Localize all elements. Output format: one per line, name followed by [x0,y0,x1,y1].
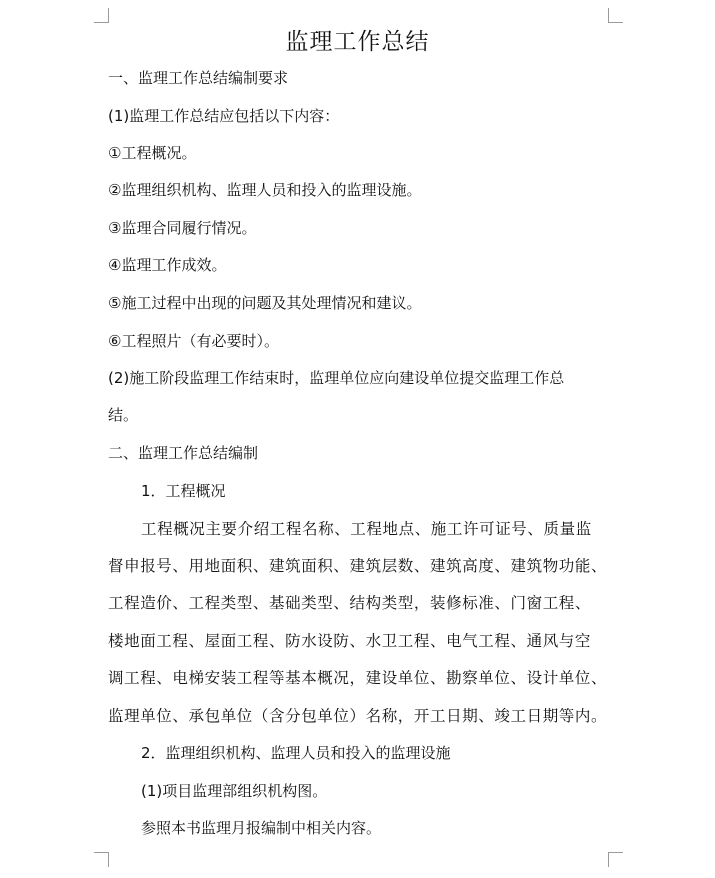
paragraph-line-6: 监理单位、承包单位（含分包单位）名称，开工日期、竣工日期等内。 [108,707,608,725]
paragraph-line-2: 督申报号、用地面积、建筑面积、建筑层数、建筑高度、建筑物功能、 [108,557,608,575]
section-1-heading: 一、监理工作总结编制要求 [108,69,289,87]
content-item-5: ⑤施工过程中出现的问题及其处理情况和建议。 [108,294,422,312]
content-item-1: ①工程概况。 [108,144,197,162]
paragraph-line-5: 调工程、电梯安装工程等基本概况，建设单位、勘察单位、设计单位、 [108,669,608,687]
content-item-4: ④监理工作成效。 [108,256,227,274]
section-1-item-2-line-1: (2)施工阶段监理工作结束时，监理单位应向建设单位提交监理工作总 [108,369,565,387]
paragraph-line-4: 楼地面工程、屋面工程、防水设防、水卫工程、电气工程、通风与空 [108,632,592,650]
subsection-2-heading: 2．监理组织机构、监理人员和投入的监理设施 [141,744,451,762]
subsection-2-item-1: (1)项目监理部组织机构图。 [141,782,328,800]
content-item-3: ③监理合同履行情况。 [108,219,257,237]
paragraph-line-3: 工程造价、工程类型、基础类型、结构类型，装修标准、门窗工程、 [108,594,592,612]
subsection-1-heading: 1．工程概况 [141,482,226,500]
crop-mark-bottom-right [608,852,623,867]
crop-mark-bottom-left [94,852,109,867]
crop-mark-top-right [608,8,623,23]
document-title: 监理工作总结 [285,29,430,55]
section-2-heading: 二、监理工作总结编制 [108,444,259,462]
crop-mark-top-left [94,8,109,23]
subsection-2-reference: 参照本书监理月报编制中相关内容。 [141,819,382,837]
content-item-6: ⑥工程照片（有必要时）。 [108,332,279,350]
section-1-item-2-line-2: 结。 [108,406,139,424]
section-1-item-1-intro: (1)监理工作总结应包括以下内容： [108,107,340,125]
content-item-2: ②监理组织机构、监理人员和投入的监理设施。 [108,181,422,199]
paragraph-line-1: 工程概况主要介绍工程名称、工程地点、施工许可证号、质量监 [141,520,592,538]
